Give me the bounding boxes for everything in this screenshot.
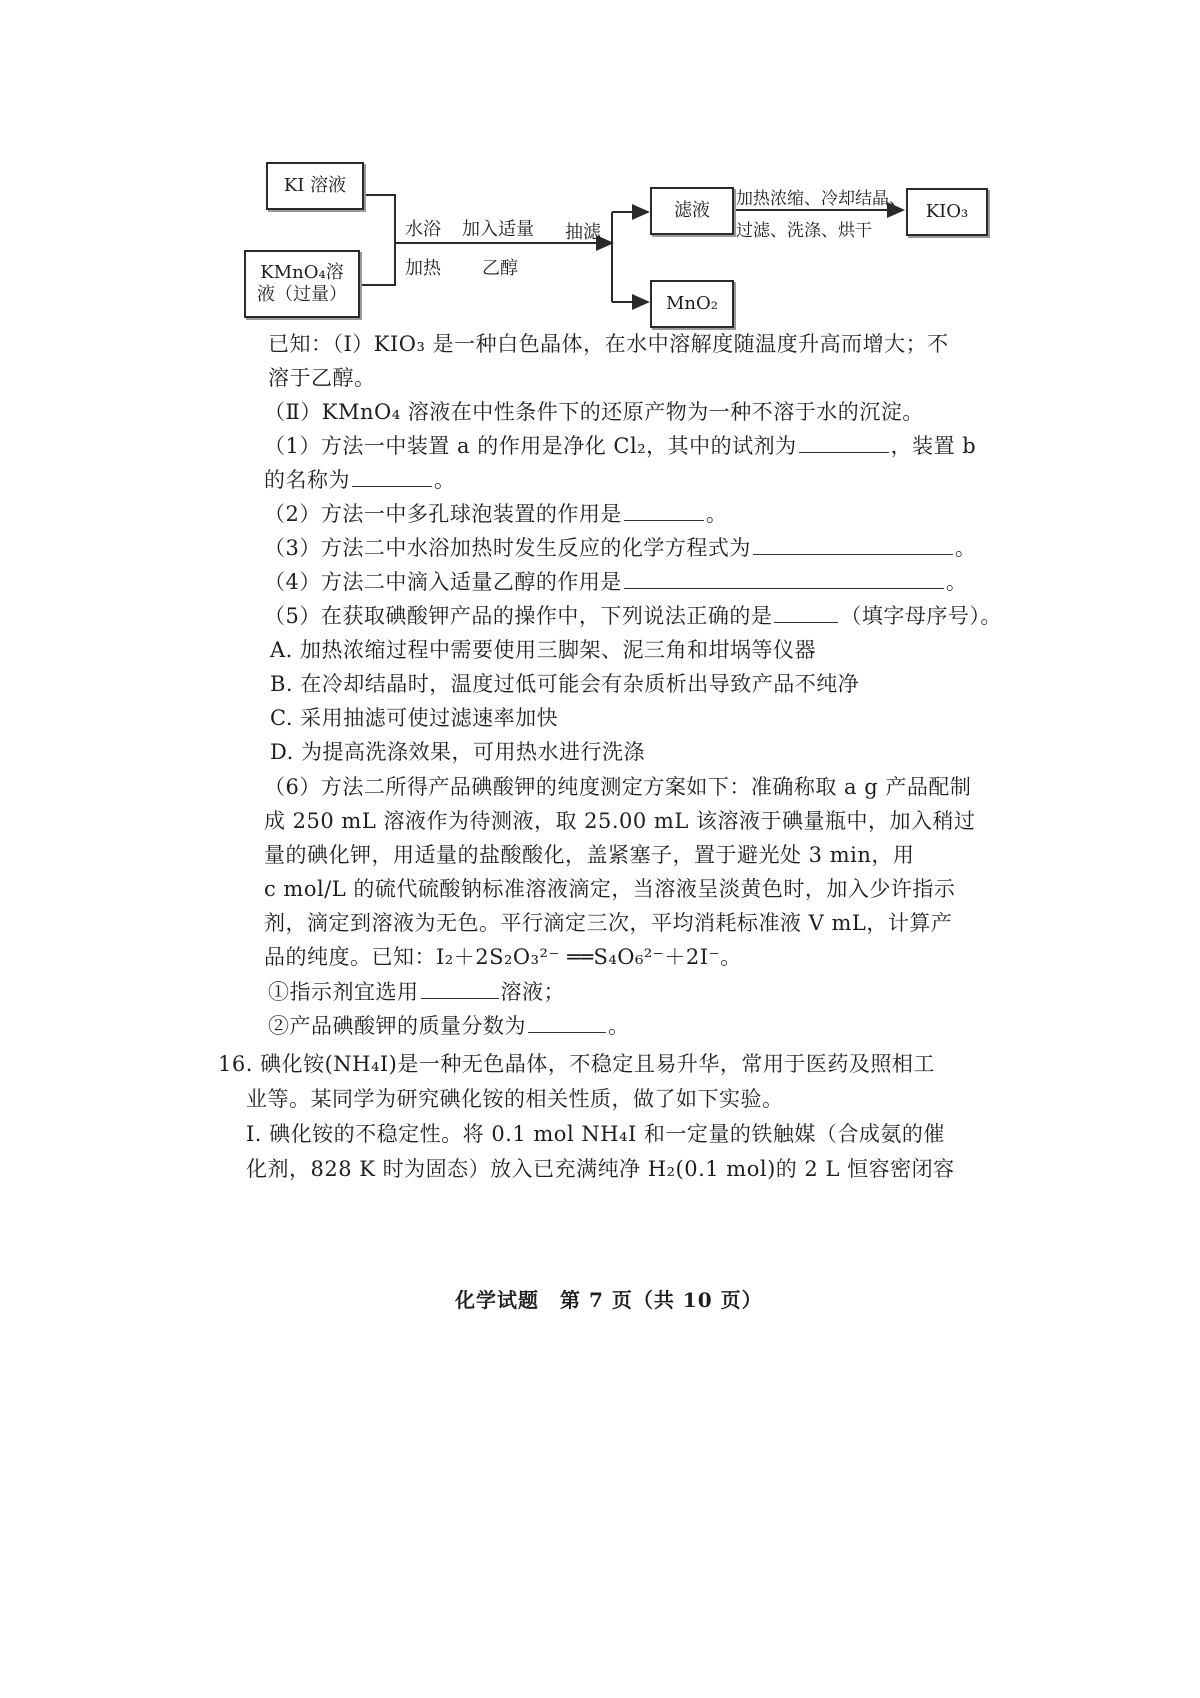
process-flow-diagram [0,0,1200,340]
filtrate-label: 滤液 [674,200,710,221]
answer-blank-1a[interactable] [799,432,889,453]
question-6-line-2: 成 250 mL 溶液作为待测液，取 25.00 mL 该溶液于碘量瓶中，加入稍过 [264,809,976,833]
question-6-sub-1-text: ①指示剂宜选用 [268,980,419,1004]
question-3 [264,534,976,562]
kmno4-label-line2: 液（过量） [257,284,347,305]
filtrate-box [650,187,734,235]
option-c: C. 采用抽滤可使过滤速率加快 [270,706,559,730]
question-6-sub-2-text: ②产品碘酸钾的质量分数为 [268,1014,526,1038]
kmno4-solution-box [244,250,360,318]
mno2-label: MnO₂ [666,293,718,314]
kio3-label: KIO₃ [925,201,969,222]
answer-blank-6-1[interactable] [421,978,499,999]
question-4-tail: 。 [945,570,968,594]
question-16-line-1: 16. 碘化铵(NH₄I)是一种无色晶体，不稳定且易升华，常用于医药及照相工 [218,1052,935,1076]
question-6-sub-2-tail: 。 [608,1014,630,1038]
question-6-line-1: （6）方法二所得产品碘酸钾的纯度测定方案如下：准确称取 a g 产品配制 [264,775,972,799]
question-2 [264,500,727,528]
question-5 [264,602,1002,630]
mno2-box [650,280,734,328]
known-1-line-a: 已知：（Ⅰ）KIO₃ 是一种白色晶体，在水中溶解度随温度升高而增大；不 [268,332,949,356]
question-16-line-3: Ⅰ. 碘化铵的不稳定性。将 0.1 mol NH₄I 和一定量的铁触媒（合成氨的催 [246,1122,945,1146]
question-2-tail: 。 [705,502,728,526]
question-16-line-4: 化剂，828 K 时为固态）放入已充满纯净 H₂(0.1 mol)的 2 L 恒容密闭容 [246,1157,955,1181]
ki-solution-box [266,162,364,210]
answer-blank-2[interactable] [624,500,704,521]
step-water-bath-bottom: 加热 [405,258,441,279]
flow-connectors [0,0,1200,340]
step-add-ethanol-bottom: 乙醇 [482,258,518,279]
known-2: （Ⅱ）KMnO₄ 溶液在中性条件下的还原产物为一种不溶于水的沉淀。 [264,400,924,424]
step-add-ethanol-top: 加入适量 [462,219,534,240]
question-6-line-6: 品的纯度。已知：I₂＋2S₂O₃²⁻ ══S₄O₆²⁻＋2I⁻。 [264,945,742,969]
step-suction-filter: 抽滤 [565,222,601,243]
question-6-sub-1 [268,978,565,1006]
ki-solution-label: KI 溶液 [283,175,347,196]
question-4 [264,568,967,596]
known-1-line-b: 溶于乙醇。 [268,366,376,390]
step-crystallize-top: 加热浓缩、冷却结晶、 [736,189,906,209]
answer-blank-3[interactable] [753,534,953,555]
question-6-sub-1-tail: 溶液； [500,980,565,1004]
answer-blank-6-2[interactable] [528,1012,606,1033]
question-4-text: （4）方法二中滴入适量乙醇的作用是 [264,570,622,594]
answer-blank-5[interactable] [774,602,838,623]
step-crystallize-bottom: 过滤、洗涤、烘干 [736,221,872,241]
kio3-box [906,188,988,236]
question-3-tail: 。 [954,536,977,560]
question-2-text: （2）方法一中多孔球泡装置的作用是 [264,502,622,526]
question-5-tail: （填字母序号）。 [840,604,1002,628]
question-6-line-4: c mol/L 的硫代硫酸钠标准溶液滴定，当溶液呈淡黄色时，加入少许指示 [264,877,956,901]
question-3-text: （3）方法二中水浴加热时发生反应的化学方程式为 [264,536,751,560]
question-6-line-5: 剂，滴定到溶液为无色。平行滴定三次，平均消耗标准液 V mL，计算产 [264,911,953,935]
option-a: A. 加热浓缩过程中需要使用三脚架、泥三角和坩埚等仪器 [270,638,817,662]
question-6-line-3: 量的碘化钾，用适量的盐酸酸化，盖紧塞子，置于避光处 3 min，用 [264,843,915,867]
question-1b-text: 的名称为 [264,468,350,492]
page-footer: 化学试题 第 7 页（共 10 页） [455,1288,763,1312]
kmno4-label-line1: KMnO₄溶 [260,262,344,283]
question-1b-tail: 。 [434,468,456,492]
question-5-text: （5）在获取碘酸钾产品的操作中，下列说法正确的是 [264,604,773,628]
question-1-line-a [264,432,976,460]
question-6-sub-2 [268,1012,630,1040]
question-1a-tail: ，装置 b [890,434,977,458]
option-b: B. 在冷却结晶时，温度过低可能会有杂质析出导致产品不纯净 [270,672,860,696]
question-1-line-b [264,466,456,494]
answer-blank-1b[interactable] [352,466,432,487]
question-16-line-2: 业等。某同学为研究碘化铵的相关性质，做了如下实验。 [246,1087,784,1111]
step-water-bath-top: 水浴 [405,219,441,240]
question-1a-text: （1）方法一中装置 a 的作用是净化 Cl₂，其中的试剂为 [264,434,797,458]
option-d: D. 为提高洗涤效果，可用热水进行洗涤 [270,740,645,764]
answer-blank-4[interactable] [624,568,944,589]
